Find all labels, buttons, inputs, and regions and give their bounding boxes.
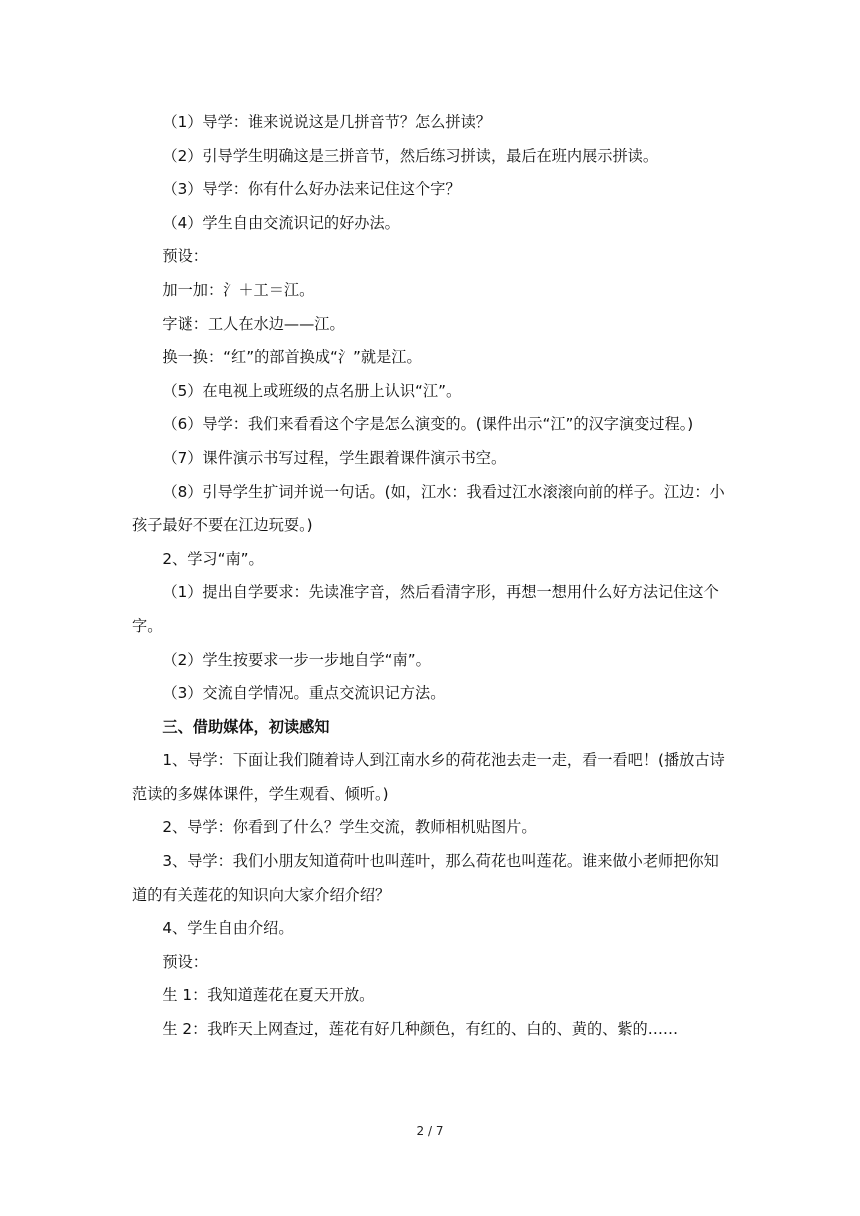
paragraph: 3、导学：我们小朋友知道荷叶也叫莲叶，那么荷花也叫莲花。谁来做小老师把你知道的有关莲花的知识向大家介绍介绍？ — [132, 852, 719, 904]
paragraph: （3）导学：你有什么好办法来记住这个字？ — [162, 180, 461, 199]
paragraph: 换一换：“红”的部首换成“氵”就是江。 — [162, 348, 422, 367]
paragraph: 4、学生自由介绍。 — [162, 919, 294, 938]
paragraph: （8）引导学生扩词并说一句话。(如，江水：我看过江水滚滚向前的样子。江边：小孩子最好不要在江边玩耍。) — [132, 482, 725, 535]
paragraph: 预设： — [162, 952, 208, 971]
paragraph: 字谜：工人在水边——江。 — [162, 314, 345, 333]
paragraph: 2、学习“南”。 — [162, 549, 264, 568]
paragraph: （1）导学：谁来说说这是几拼音节？怎么拼读？ — [162, 113, 491, 131]
paragraph: 1、导学：下面让我们随着诗人到江南水乡的荷花池去走一走，看一看吧！(播放古诗范读的多媒体课件，学生观看、倾听。) — [132, 751, 725, 803]
paragraph: （1）提出自学要求：先读准字音，然后看清字形，再想一想用什么好方法记住这个字。 — [132, 583, 719, 635]
paragraph: （2）学生按要求一步一步地自学“南”。 — [162, 650, 431, 669]
paragraph: 生 1：我知道莲花在夏天开放。 — [162, 986, 375, 1005]
paragraph: （2）引导学生明确这是三拼音节，然后练习拼读，最后在班内展示拼读。 — [162, 146, 659, 165]
paragraph: 生 2：我昨天上网查过，莲花有好几种颜色，有红的、白的、黄的、紫的…… — [162, 1020, 679, 1039]
section-heading: 三、借助媒体，初读感知 — [162, 717, 330, 736]
paragraph: 预设： — [162, 247, 208, 266]
paragraph: （7）课件演示书写过程，学生跟着课件演示书空。 — [162, 448, 507, 467]
paragraph: （3）交流自学情况。重点交流识记方法。 — [162, 684, 446, 703]
paragraph: 2、导学：你看到了什么？学生交流，教师相机贴图片。 — [162, 818, 537, 837]
paragraph: （4）学生自由交流识记的好办法。 — [162, 213, 400, 232]
paragraph: （5）在电视上或班级的点名册上认识“江”。 — [162, 381, 462, 400]
paragraph: （6）导学：我们来看看这个字是怎么演变的。(课件出示“江”的汉字演变过程。) — [162, 415, 694, 434]
document-body — [132, 106, 732, 1047]
paragraph: 加一加：氵＋工＝江。 — [162, 280, 315, 299]
page-number: 2 / 7 — [416, 1124, 444, 1138]
